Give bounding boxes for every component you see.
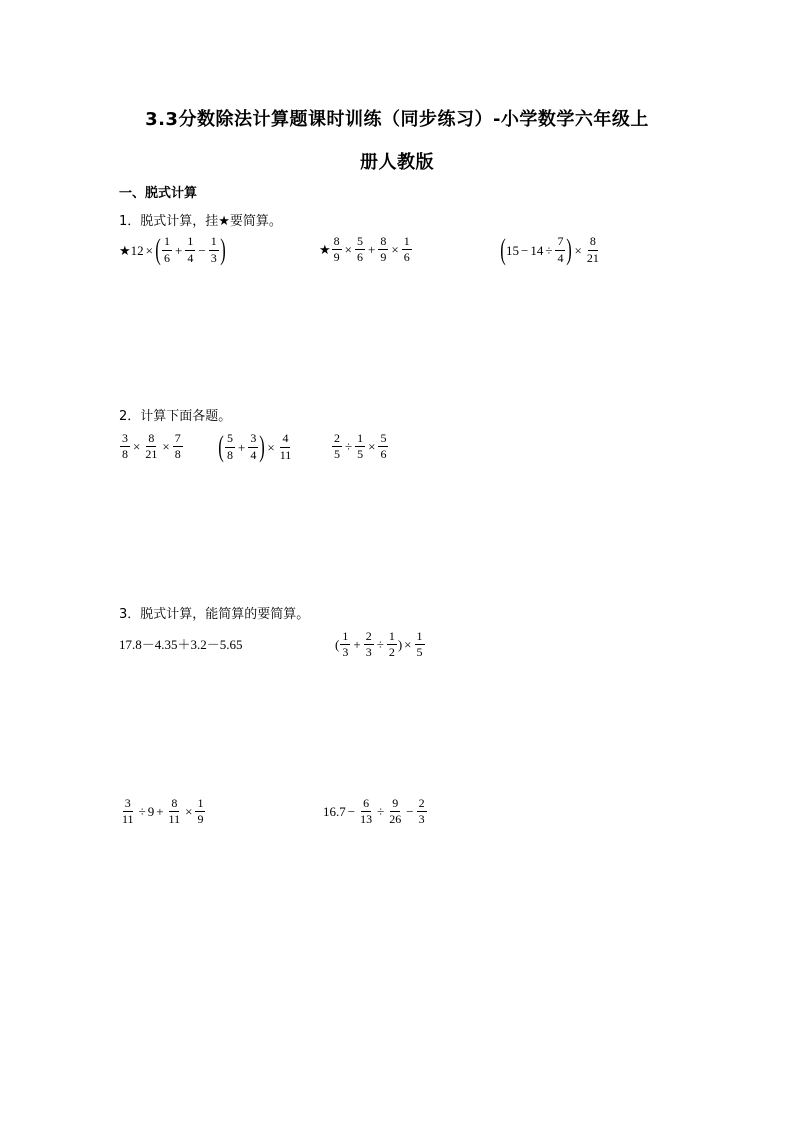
fraction: $\frac{7}{4}$ [557, 234, 564, 265]
operator: ÷ [138, 804, 146, 820]
operator: ÷ [345, 439, 353, 455]
fraction: $\frac{8}{21}$ [145, 431, 158, 462]
q3-expression-3 [119, 797, 206, 826]
right-paren: ) [566, 233, 573, 266]
left-paren: ( [218, 430, 224, 463]
fraction: $\frac{1}{5}$ [416, 629, 423, 660]
answer-space[interactable] [119, 675, 679, 785]
operator: − [198, 242, 206, 258]
fraction: $\frac{5}{6}$ [357, 234, 363, 265]
expression-text: 17.8－4.35＋3.2－5.65 [119, 637, 243, 652]
fraction: $\frac{7}{8}$ [174, 431, 181, 462]
page-title-line1: 3.3分数除法计算题课时训练（同步练习）-小学数学六年级上 [145, 109, 649, 130]
operator: × [185, 804, 193, 820]
operator: − [521, 242, 529, 258]
fraction: $\frac{1}{2}$ [388, 629, 395, 660]
fraction: $\frac{3}{11}$ [122, 796, 134, 827]
operator: + [353, 637, 361, 653]
right-paren: ) [219, 233, 226, 266]
question-2-text: 2．计算下面各题。 [119, 409, 232, 424]
fraction: $\frac{1}{4}$ [187, 234, 194, 265]
q3-expression-2 [335, 630, 426, 659]
fraction: $\frac{1}{3}$ [342, 629, 349, 660]
operator: × [267, 439, 275, 455]
operator: ÷ [545, 242, 553, 258]
q1-expression-3 [500, 235, 602, 265]
fraction: $\frac{4}{11}$ [279, 431, 292, 462]
question-1-text: 1．脱式计算，挂★要简算。 [119, 214, 282, 229]
operator: × [162, 439, 170, 455]
right-paren: ) [259, 430, 266, 463]
operator: ÷ [377, 804, 385, 820]
section-heading: 一、脱式计算 [119, 186, 198, 201]
fraction: $\frac{8}{9}$ [333, 234, 340, 265]
operator: + [175, 242, 183, 258]
q1-expression-2 [319, 235, 413, 264]
fraction: $\frac{3}{4}$ [250, 431, 257, 462]
operator: ÷ [376, 637, 384, 653]
fraction: $\frac{5}{6}$ [380, 431, 387, 462]
left-paren: ( [500, 233, 506, 266]
q2-expression-1 [119, 432, 184, 461]
q2-expression-2 [218, 432, 294, 462]
operator: × [404, 637, 412, 653]
left-paren: ( [155, 233, 161, 266]
fraction: $\frac{8}{21}$ [586, 234, 599, 265]
fraction: $\frac{2}{5}$ [334, 431, 340, 462]
q2-expression-3 [331, 432, 389, 461]
answer-space[interactable] [119, 275, 679, 395]
operator: × [133, 439, 141, 455]
operator: × [391, 242, 399, 258]
number: 14 [530, 242, 544, 258]
q3-expression-4 [323, 797, 428, 826]
operator: × [145, 242, 153, 258]
number: 12 [130, 242, 144, 258]
right-paren: ) [397, 637, 403, 653]
operator: + [238, 439, 246, 455]
fraction: $\frac{1}{6}$ [164, 234, 170, 265]
fraction: $\frac{5}{8}$ [227, 431, 233, 462]
fraction: $\frac{2}{3}$ [365, 629, 372, 660]
fraction: $\frac{3}{8}$ [122, 431, 128, 462]
left-paren: ( [335, 637, 340, 653]
fraction: $\frac{8}{9}$ [380, 234, 387, 265]
page-title-line2: 册人教版 [360, 152, 434, 173]
star-icon: ★ [319, 242, 331, 258]
fraction: $\frac{2}{3}$ [418, 796, 425, 827]
fraction: $\frac{6}{13}$ [360, 796, 373, 827]
operator: × [574, 242, 582, 258]
q1-expression-1 [119, 235, 226, 265]
operator: × [344, 242, 352, 258]
number: 9 [147, 804, 155, 820]
operator: − [406, 804, 414, 820]
number: 16.7 [323, 804, 346, 820]
operator: + [156, 804, 164, 820]
fraction: $\frac{1}{6}$ [403, 234, 410, 265]
operator: + [368, 242, 376, 258]
answer-space[interactable] [119, 840, 679, 1040]
answer-space[interactable] [119, 475, 679, 590]
fraction: $\frac{1}{9}$ [197, 796, 204, 827]
star-icon: ★ [119, 242, 131, 258]
operator: × [368, 439, 376, 455]
fraction: $\frac{9}{26}$ [389, 796, 402, 827]
q3-expression-1 [119, 638, 243, 651]
operator: − [347, 804, 356, 820]
fraction: $\frac{1}{3}$ [210, 234, 217, 265]
number: 15 [506, 242, 519, 258]
question-3-text: 3．脱式计算，能简算的要简算。 [119, 607, 310, 622]
fraction: $\frac{1}{5}$ [357, 431, 364, 462]
fraction: $\frac{8}{11}$ [168, 796, 181, 827]
